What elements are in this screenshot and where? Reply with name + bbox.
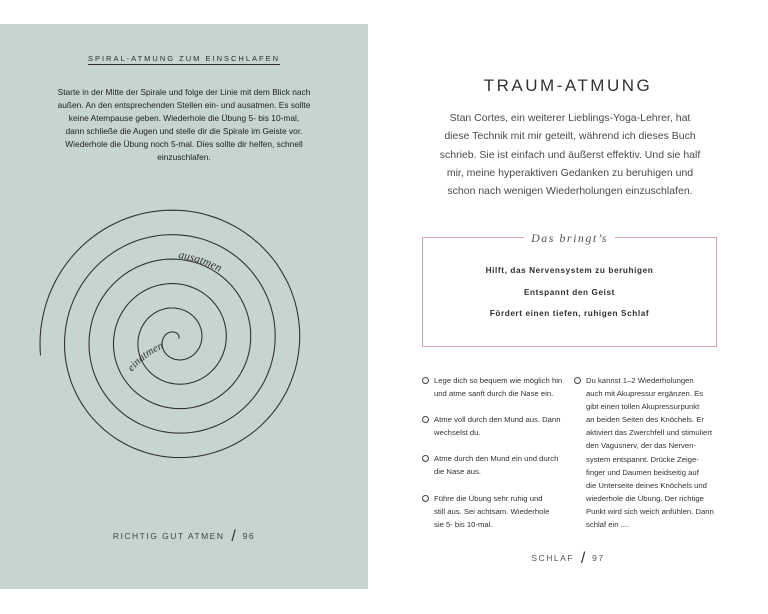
step-line: Punkt wird sich weich anfühlen. Dann bbox=[586, 506, 714, 516]
steps-column-left bbox=[422, 374, 567, 544]
intro-line: Wiederhole die Übung noch 5-mal. Dies sollte dir helfen, schnell bbox=[65, 139, 303, 150]
page-title: TRAUM-ATMUNG bbox=[483, 76, 653, 95]
benefits-title-text: Das bringt’s bbox=[524, 231, 615, 245]
left-page-number: 96 bbox=[242, 531, 256, 541]
intro-line: schon nach wenigen Wiederholungen einzuschlafen. bbox=[447, 185, 693, 198]
intro-line: einzuschlafen. bbox=[157, 152, 211, 163]
bullet-circle-icon bbox=[422, 495, 429, 502]
step-line: an beiden Seiten des Knöchels. Er bbox=[586, 415, 704, 425]
step-line: Atme durch den Mund ein und durch bbox=[434, 454, 559, 464]
steps-column-right bbox=[574, 374, 724, 544]
bullet-circle-icon bbox=[422, 377, 429, 384]
step-line: sie 5- bis 10-mal. bbox=[434, 519, 493, 529]
step-line: Du kannst 1–2 Wiederholungen bbox=[586, 376, 694, 385]
right-page-number: 97 bbox=[592, 553, 605, 563]
benefit-item: Entspannt den Geist bbox=[523, 288, 615, 297]
intro-line: Starte in der Mitte der Spirale und folge der Linie mit dem Blick nach bbox=[57, 87, 311, 97]
intro-line: keine Atempause geben. Wiederhole die Übung 5- bis 10-mal, bbox=[68, 113, 300, 124]
step-item bbox=[422, 452, 567, 478]
step-line: und atme sanft durch die Nase ein. bbox=[434, 389, 554, 399]
footer-slash: / bbox=[580, 550, 586, 567]
benefit-item: Hilft, das Nervensystem zu beruhigen bbox=[485, 266, 654, 275]
step-item bbox=[422, 374, 567, 400]
intro-line: mir, meine hyperaktiven Gedanken zu beruhigen und bbox=[446, 166, 694, 179]
left-footer bbox=[0, 528, 368, 546]
right-footer-title: SCHLAF bbox=[531, 553, 574, 563]
step-line: Führe die Übung sehr ruhig und bbox=[434, 493, 543, 503]
step-line: system entspannt. Drücke Zeige- bbox=[586, 454, 699, 464]
step-line: wechselst du. bbox=[434, 428, 481, 438]
benefits-title bbox=[423, 229, 716, 247]
step-line: schlaf ein .... bbox=[586, 520, 630, 530]
spiral-intro bbox=[26, 86, 342, 165]
spiral-illustration bbox=[0, 200, 368, 540]
step-line: Atme voll durch den Mund aus. Dann bbox=[434, 415, 561, 425]
step-item bbox=[422, 492, 567, 531]
step-line: den Vagusnerv, der das Nerven- bbox=[586, 441, 696, 451]
step-line: auch mit Akupressur ergänzen. Es bbox=[586, 389, 704, 399]
step-line: still aus. Sei achtsam. Wiederhole bbox=[434, 506, 550, 516]
step-line: gibt einen tollen Akupressurpunkt bbox=[586, 402, 700, 412]
step-line: aktiviert das Zwerchfell und stimuliert bbox=[586, 428, 713, 438]
page-intro bbox=[420, 109, 720, 200]
intro-line: dann schließe die Augen und stelle dir die Spirale im Geiste vor. bbox=[65, 126, 303, 137]
step-item bbox=[574, 374, 724, 531]
bullet-circle-icon bbox=[422, 455, 429, 462]
step-line: die Nase aus. bbox=[434, 467, 482, 477]
bullet-circle-icon bbox=[574, 377, 581, 384]
intro-line: außen. An den entsprechenden Stellen ein- und ausatmen. Es sollte bbox=[57, 100, 311, 111]
spiral-line bbox=[40, 210, 300, 457]
footer-slash: / bbox=[231, 528, 236, 545]
right-page bbox=[368, 0, 768, 614]
step-line: wiederhole die Übung. Der richtige bbox=[586, 493, 704, 503]
step-line: die Unterseite deines Knöchels und bbox=[586, 480, 707, 490]
benefits-box bbox=[422, 231, 717, 347]
intro-line: Stan Cortes, ein weiterer Lieblings-Yoga-Lehrer, hat bbox=[449, 112, 691, 124]
intro-line: schrieb. Sie ist einfach und äußerst effektiv. Und sie half bbox=[439, 148, 701, 161]
benefit-item: Fördert einen tiefen, ruhigen Schlaf bbox=[489, 309, 650, 318]
step-line: Lege dich so bequem wie möglich hin bbox=[434, 376, 563, 385]
spiral-heading bbox=[0, 54, 368, 63]
step-item bbox=[422, 413, 567, 439]
left-footer-title: RICHTIG GUT ATMEN bbox=[112, 531, 225, 541]
right-footer bbox=[368, 550, 768, 568]
spiral-heading-text: SPIRAL-ATMUNG ZUM EINSCHLAFEN bbox=[87, 54, 281, 63]
spiral-label-einatmen: einatmen bbox=[125, 339, 166, 374]
step-line: finger und Daumen beidseitig auf bbox=[586, 467, 699, 477]
intro-line: diese Technik mit mir geteilt, während ich dieses Buch bbox=[444, 130, 696, 143]
bullet-circle-icon bbox=[422, 416, 429, 423]
spiral-label-ausatmen: ausatmen bbox=[177, 249, 224, 275]
